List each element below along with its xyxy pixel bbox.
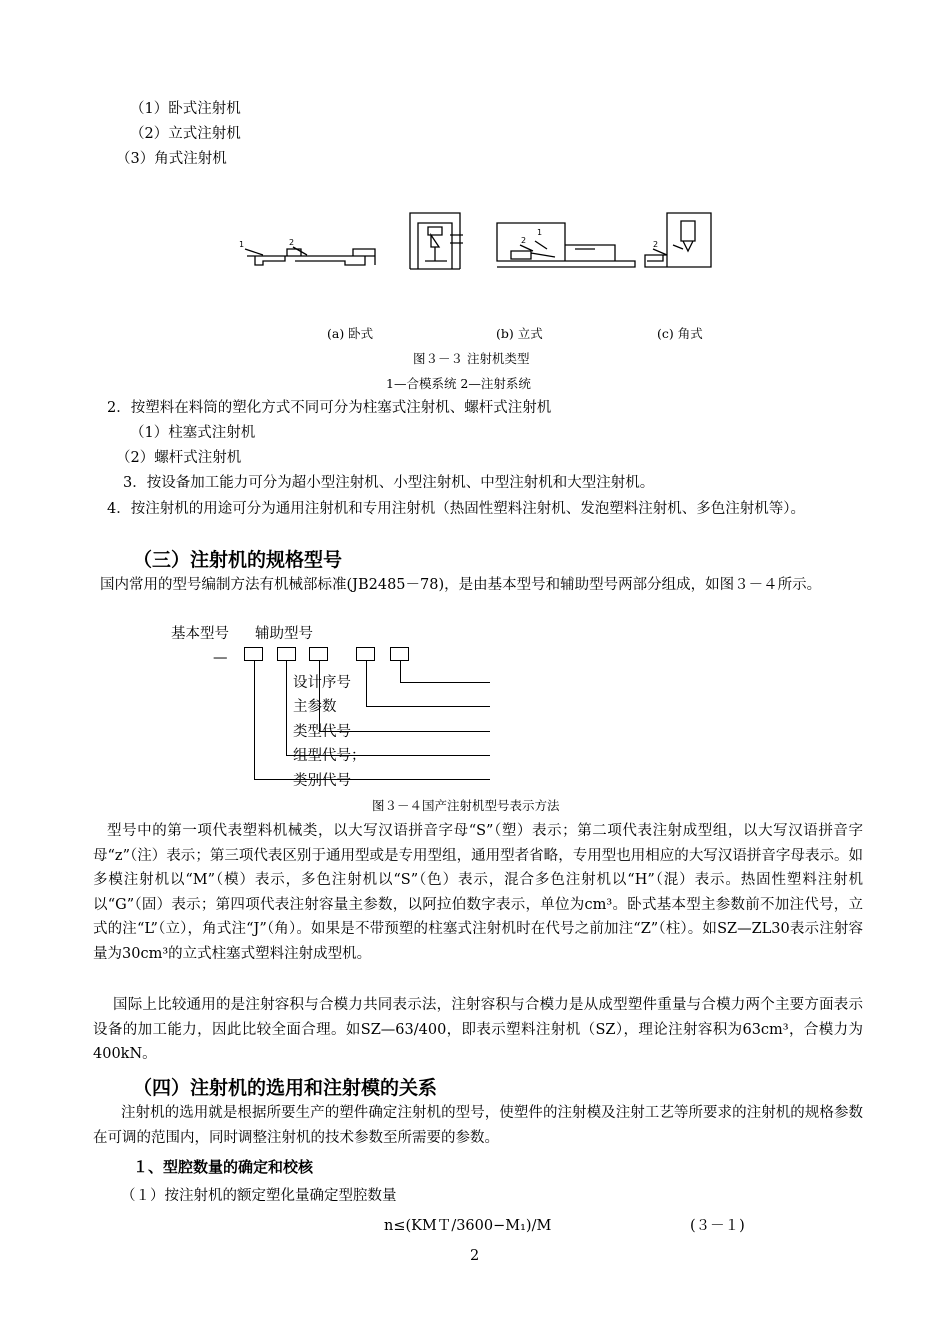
figure-3-3-number: 1 <box>537 228 543 237</box>
section-4-text: 4．按注射机的用途可分为通用注射机和专用注射机（热固性塑料注射机、发泡塑料注射机、多色注射机等）。 <box>107 501 805 517</box>
list-item-vertical: （2）立式注射机 <box>130 126 241 142</box>
label-category-code: 类别代号 <box>293 773 351 789</box>
figure-3-4-caption: 图３－４国产注射机型号表示方法 <box>372 798 560 813</box>
list-item-plunger: （1）柱塞式注射机 <box>130 425 256 441</box>
model-box <box>244 647 263 661</box>
list-item-screw: （2）螺杆式注射机 <box>116 450 242 466</box>
label-main-parameter: 主参数 <box>293 699 337 715</box>
paragraph-international: 国际上比较通用的是注射容积与合模力共同表示法，注射容积与合模力是从成型塑件重量与合模力两个主要方面表示设备的加工能力，因此比较全面合理。如SZ—63/400，即表示塑料注射机（SZ），理论注射容积为63cm³，合模力为400kN。 <box>93 997 863 1062</box>
figure-3-3-number: 1 <box>239 240 245 249</box>
figure-3-3-legend: 1—合模系统 2—注射系统 <box>386 376 531 391</box>
connector <box>366 706 490 707</box>
figure-3-3-number: 2 <box>289 238 295 247</box>
heading-selection: （四）注射机的选用和注射模的关系 <box>133 1077 438 1099</box>
figure-caption-c: (c) 角式 <box>657 326 703 341</box>
intro-specs: 国内常用的型号编制方法有机械部标准(JB2485－78)，是由基本型号和辅助型号两部分组成，如图３－４所示。 <box>100 577 822 593</box>
connector <box>286 661 287 756</box>
figure-caption-b: (b) 立式 <box>496 326 543 341</box>
label-design-serial: 设计序号 <box>293 675 351 691</box>
section-2-heading: 2．按塑料在料筒的塑化方式不同可分为柱塞式注射机、螺杆式注射机 <box>107 400 552 416</box>
connector <box>400 682 490 683</box>
paragraph-selection: 注射机的选用就是根据所要生产的塑件确定注射机的型号，使塑件的注射模及注射工艺等所要求的注射机的规格参数在可调的范围内，同时调整注射机的技术参数至所需要的参数。 <box>93 1105 863 1146</box>
formula: n≤(KMＴ/3600−M₁)/M <box>384 1218 552 1234</box>
model-box <box>390 647 409 661</box>
figure-3-3-number: 2 <box>521 236 527 245</box>
connector <box>254 779 490 780</box>
model-dash: — <box>213 650 228 666</box>
basic-model-label: 基本型号 <box>171 626 229 642</box>
list-item-plasticizing: （１）按注射机的额定塑化量确定型腔数量 <box>121 1188 397 1204</box>
list-item-angle: （3）角式注射机 <box>116 151 227 167</box>
connector <box>254 661 255 780</box>
figure-3-3-drawings <box>235 205 725 285</box>
subheading-cavity-count: １、型腔数量的确定和校核 <box>133 1158 314 1176</box>
paragraph-model-code: 型号中的第一项代表塑料机械类，以大写汉语拼音字母“S”（塑）表示；第二项代表注射成型组，以大写汉语拼音字母“z”（注）表示；第三项代表区别于通用型或是专用型组，通用型者省略，专用型也用相应的大写汉语拼音字母表示。如多模注射机以“M”（模）表示，多色注射机以“S”（色）表示，混合多色注射机以“H”（混）表示。热固性塑料注射机以“G”（固）表示；第四项代表注射容量主参数，以阿拉伯数字表示，单位为cm³。卧式基本型主参数前不加注代号，立式的注“L”（立），角式注“J”（角）。如果是不带预塑的柱塞式注射机时在代号之前加注“Z”（柱）。如SZ—ZL30表示注射容量为30cm³的立式柱塞式塑料注射成型机。 <box>93 823 863 962</box>
connector <box>366 661 367 707</box>
aux-model-label: 辅助型号 <box>255 626 313 642</box>
heading-specs: （三）注射机的规格型号 <box>133 549 343 571</box>
model-box <box>356 647 375 661</box>
figure-3-3-title: 图３－３ 注射机类型 <box>413 351 530 366</box>
label-group-code: 组型代号； <box>293 748 366 764</box>
figure-3-3-number: 2 <box>653 240 659 249</box>
model-box <box>309 647 328 661</box>
model-box <box>277 647 296 661</box>
connector <box>400 661 401 683</box>
list-item-horizontal: （1）卧式注射机 <box>130 101 241 117</box>
page-number: 2 <box>470 1248 480 1264</box>
formula-number: (３－１) <box>690 1218 745 1234</box>
label-type-code: 类型代号 <box>293 724 351 740</box>
section-3-text: 3．按设备加工能力可分为超小型注射机、小型注射机、中型注射机和大型注射机。 <box>123 475 655 491</box>
figure-caption-a: (a) 卧式 <box>327 326 374 341</box>
